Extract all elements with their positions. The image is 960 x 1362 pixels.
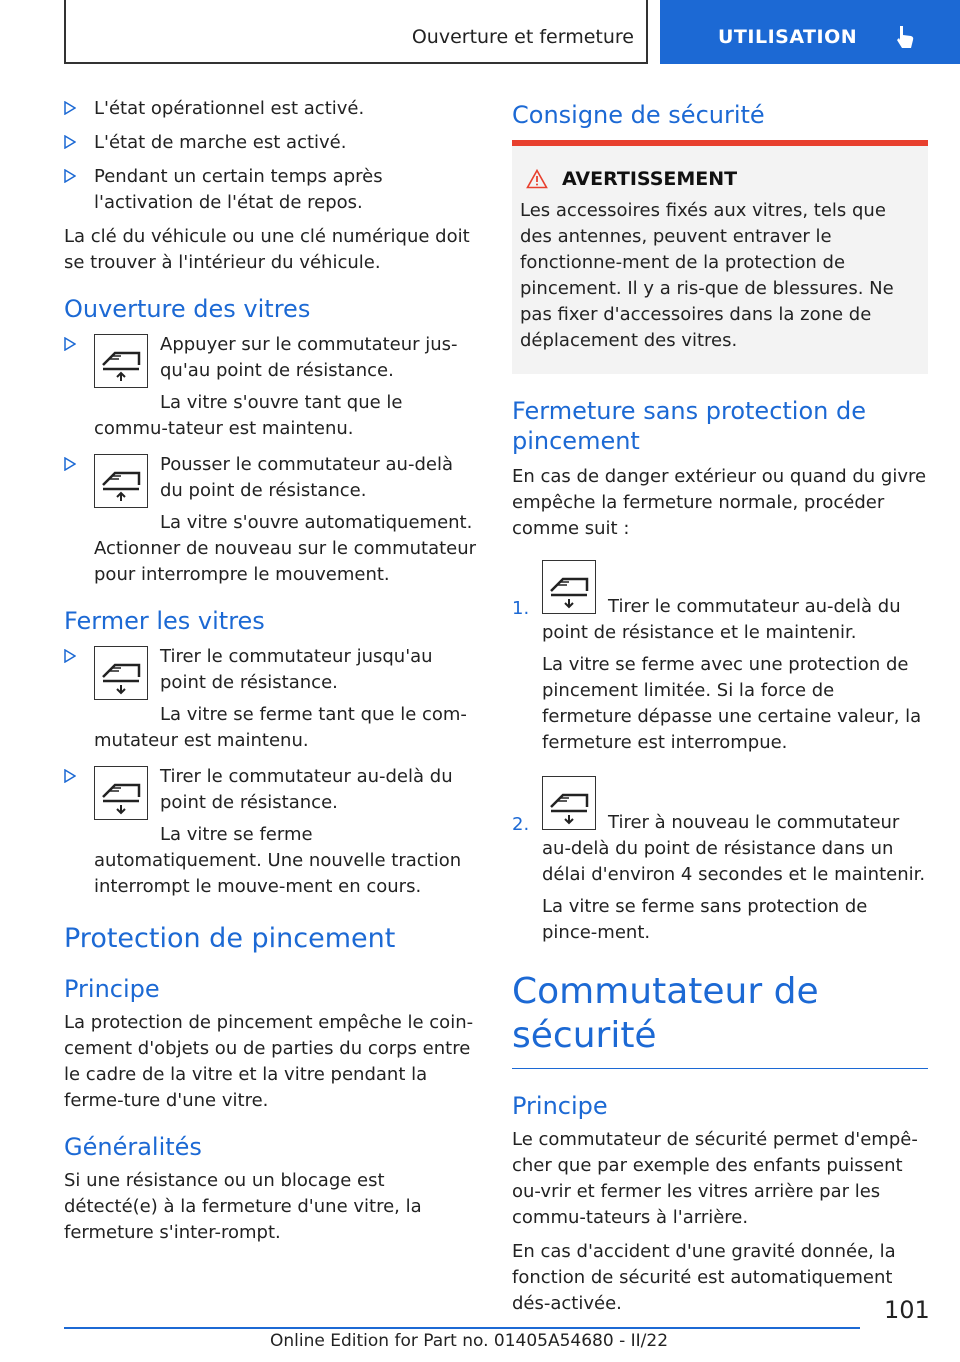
switch-principe-heading: Principe [512, 1092, 608, 1120]
edition-text: Online Edition for Part no. 01405A54680 - II/22 [270, 1331, 669, 1351]
list-item [64, 332, 480, 442]
list-item [64, 164, 480, 216]
list-item [64, 130, 480, 156]
list-item [64, 764, 480, 900]
triangle-bullet-icon [64, 169, 76, 183]
open-windows-heading: Ouverture des vitres [64, 295, 311, 323]
step-text: Tirer le commutateur au-delà du point de résistance et le maintenir. [542, 596, 901, 643]
warning-title [520, 168, 920, 190]
principe-heading: Principe [64, 975, 160, 1003]
warning-triangle-icon [526, 169, 548, 189]
step-result: La vitre se ferme automatiquement. Une nouvelle traction interrompt le mouve-ment en cours. [94, 824, 462, 897]
bullet-text: Pendant un certain temps après l'activation de l'état de repos. [94, 166, 383, 213]
window-switch-icon [542, 776, 596, 830]
window-switch-icon [542, 560, 596, 614]
step-result: La vitre s'ouvre tant que le commu-tateur est maintenu. [94, 392, 403, 439]
switch-text-1: Le commutateur de sécurité permet d'empê-cher que par exemple des enfants puissent ou-vrir et fermer les vitres arrière par les commu-tateurs à l'arrière. [512, 1129, 918, 1228]
bullet-text: L'état de marche est activé. [94, 132, 347, 153]
closing-intro: En cas de danger extérieur ou quand du givre empêche la fermeture normale, procéder comme suit : [512, 466, 927, 539]
header-chapter-title: UTILISATION [718, 26, 858, 48]
switch-text-2: En cas d'accident d'une gravité donnée, la fonction de sécurité est automatiquement dés-activée. [512, 1241, 896, 1314]
window-switch-icon [94, 454, 148, 508]
header-section-box [64, 0, 648, 64]
step-text: Tirer le commutateur au-delà du point de résistance. [160, 766, 453, 813]
list-item [64, 452, 480, 588]
step-result: La vitre se ferme sans protection de pince-ment. [542, 896, 868, 943]
step-text: Tirer à nouveau le commutateur au-delà du point de résistance dans un délai d'environ 4 secondes et le maintenir. [542, 812, 926, 885]
hand-pointer-icon [894, 24, 916, 50]
close-windows-heading: Fermer les vitres [64, 607, 265, 635]
step-result: La vitre se ferme avec une protection de pincement limitée. Si la force de fermeture dépasse une certaine valeur, la fermeture est interrompue. [542, 654, 922, 753]
triangle-bullet-icon [64, 101, 76, 115]
key-note: La clé du véhicule ou une clé numérique doit se trouver à l'intérieur du véhicule. [64, 226, 470, 273]
step-text: Tirer le commutateur jusqu'au point de résistance. [160, 646, 433, 693]
safety-heading: Consigne de sécurité [512, 101, 765, 129]
list-item [64, 96, 480, 122]
list-item [512, 776, 928, 946]
header-chapter-tab [660, 0, 960, 64]
left-column [64, 96, 480, 1254]
triangle-bullet-icon [64, 457, 76, 471]
header-section-title: Ouverture et fermeture [411, 26, 634, 48]
warning-box [512, 140, 928, 374]
triangle-bullet-icon [64, 135, 76, 149]
step-result: La vitre s'ouvre automatiquement. Actionner de nouveau sur le commutateur pour interrompre le mouvement. [94, 512, 477, 585]
triangle-bullet-icon [64, 769, 76, 783]
pinch-protection-heading: Protection de pincement [64, 923, 396, 954]
closing-heading: Fermeture sans protection de pincement [512, 397, 866, 455]
bullet-text: L'état opérationnel est activé. [94, 98, 365, 119]
triangle-bullet-icon [64, 337, 76, 351]
window-switch-icon [94, 334, 148, 388]
window-switch-icon [94, 646, 148, 700]
general-heading: Généralités [64, 1133, 202, 1161]
safety-switch-heading: Commutateur de sécurité [512, 970, 928, 1069]
warning-label: AVERTISSEMENT [562, 168, 738, 190]
step-number: 1. [512, 598, 530, 619]
footer-divider [64, 1327, 860, 1329]
list-item [64, 644, 480, 754]
warning-text: Les accessoires fixés aux vitres, tels que des antennes, peuvent entraver le fonctionne-ment de la protection de pincement. Il y a ris-que de blessures. Ne pas fixer d'accessoires dans la zone de déplacement des vitres. [520, 200, 894, 351]
list-item [512, 560, 928, 756]
page-number: 101 [884, 1296, 930, 1324]
step-result: La vitre se ferme tant que le com-mutateur est maintenu. [94, 704, 467, 751]
step-text: Pousser le commutateur au-delà du point de résistance. [160, 454, 453, 501]
step-text: Appuyer sur le commutateur jus-qu'au point de résistance. [160, 334, 458, 381]
right-column [512, 96, 928, 1325]
general-text: Si une résistance ou un blocage est détecté(e) à la fermeture d'une vitre, la fermeture s'inter-rompt. [64, 1170, 422, 1243]
step-number: 2. [512, 814, 530, 835]
window-switch-icon [94, 766, 148, 820]
principe-text: La protection de pincement empêche le coin-cement d'objets ou de parties du corps entre le cadre de la vitre et la vitre pendant la ferme-ture d'une vitre. [64, 1012, 474, 1111]
triangle-bullet-icon [64, 649, 76, 663]
